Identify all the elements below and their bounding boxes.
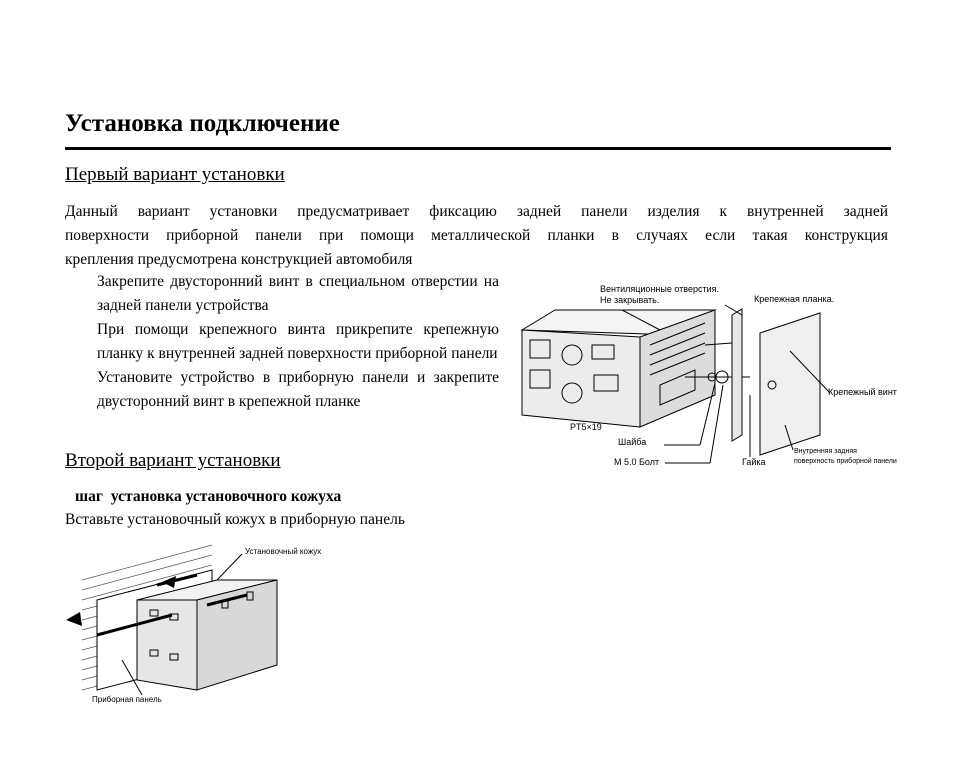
arrow-head-left-icon [66, 612, 82, 626]
label-washer: Шайба [618, 437, 647, 447]
step-item-3: Установите устройство в приборную панели и закрепите двусторонний винт в крепежной планке [97, 369, 499, 410]
page-title: Установка подключение [65, 110, 340, 137]
label-inner-line1: Внутренняя задняя [794, 448, 857, 455]
steps-list [97, 270, 499, 414]
label-pt: PT5×19 [570, 422, 602, 432]
step-item-1: Закрепите двусторонний винт в специальном отверстии на задней панели устройства [97, 273, 499, 314]
label-bolt: M 5.0 Болт [614, 457, 660, 467]
section-title-second-variant: Второй вариант установки [65, 450, 281, 471]
intro-line-1: Данный вариант установки предусматривает фиксацию задней панели изделия к внутренней задней [65, 203, 888, 220]
intro-paragraph [65, 200, 888, 272]
step-word: шаг [75, 488, 103, 505]
label-inner-line2: поверхность приборной панели [794, 458, 897, 465]
section-title-first-variant: Первый вариант установки [65, 164, 285, 185]
step-description: Вставьте установочный кожух в приборную панель [65, 511, 405, 528]
label-panel: Приборная панель [92, 695, 162, 704]
step-item-2: При помощи крепежного винта прикрепите крепежную планку к внутренней задней поверхности приборной панели [97, 321, 499, 362]
rear-mount-diagram [510, 275, 910, 470]
title-divider [65, 147, 891, 150]
sleeve-insert-diagram [62, 540, 352, 710]
intro-line-2: поверхности приборной панели при помощи металлической планки в случаях если такая конструкция [65, 227, 888, 244]
label-vent-line2: Не закрывать. [600, 295, 660, 305]
label-sleeve: Установочный кожух [245, 547, 322, 556]
label-nut: Гайка [742, 457, 766, 467]
step-heading [75, 488, 349, 506]
label-bracket: Крепежная планка. [754, 294, 835, 304]
step-title: установка установочного кожуха [110, 488, 342, 505]
intro-line-3: крепления предусмотрена конструкцией автомобиля [65, 251, 413, 268]
label-vent-line1: Вентиляционные отверстия. [600, 284, 719, 294]
label-screw: Крепежный винт [828, 387, 897, 397]
